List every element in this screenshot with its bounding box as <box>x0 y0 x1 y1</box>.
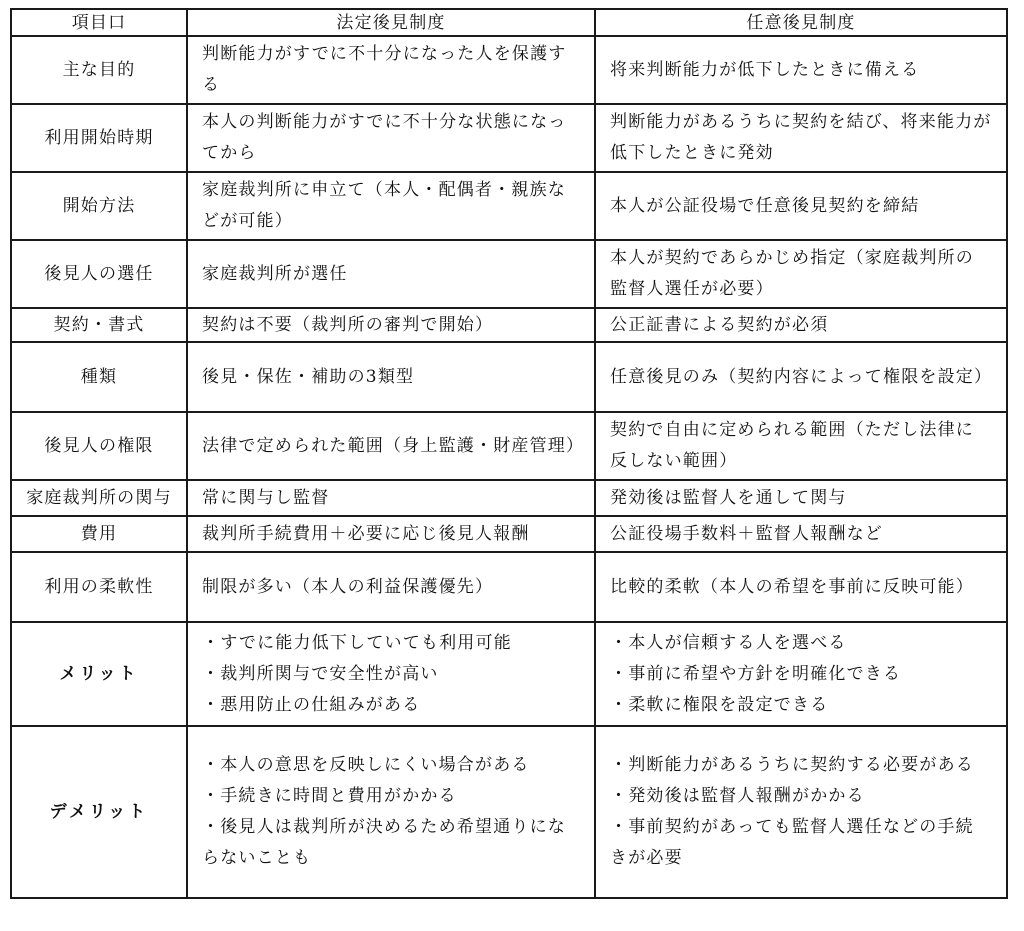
list-item: ・ 本人の意思を反映しにくい場合がある <box>202 750 580 781</box>
merit-label: メリット <box>11 622 187 726</box>
list-item: ・ 悪用防止の仕組みがある <box>202 690 580 721</box>
row-label: 後見人の選任 <box>11 240 187 308</box>
legal-cell: 制限が多い（本人の利益保護優先） <box>187 552 595 622</box>
list-item: ・ 後見人は裁判所が決めるため希望通りにならないことも <box>202 812 580 874</box>
demerit-label: デメリット <box>11 726 187 898</box>
list-item: ・ 手続きに時間と費用がかかる <box>202 781 580 812</box>
row-label: 家庭裁判所の関与 <box>11 480 187 516</box>
demerit-row <box>11 726 1007 898</box>
table-row <box>11 480 1007 516</box>
list-item: ・ 柔軟に権限を設定できる <box>610 690 992 721</box>
table-row <box>11 308 1007 342</box>
legal-cell: 家庭裁判所に申立て（本人・配偶者・親族などが可能） <box>187 172 595 240</box>
list-item: ・ 発効後は監督人報酬がかかる <box>610 781 992 812</box>
voluntary-cell: 公証役場手数料＋監督人報酬など <box>595 516 1007 552</box>
row-label: 開始方法 <box>11 172 187 240</box>
row-label: 主な目的 <box>11 36 187 104</box>
legal-cell: 本人の判断能力がすでに不十分な状態になってから <box>187 104 595 172</box>
legal-cell: 後見・保佐・補助の3類型 <box>187 342 595 412</box>
table-row <box>11 172 1007 240</box>
list-item: ・ すでに能力低下していても利用可能 <box>202 628 580 659</box>
list-item: ・ 裁判所関与で安全性が高い <box>202 659 580 690</box>
legal-demerits-list <box>202 750 580 874</box>
list-item: ・ 事前に希望や方針を明確化できる <box>610 659 992 690</box>
legal-cell: 法律で定められた範囲（身上監護・財産管理） <box>187 412 595 480</box>
merit-row <box>11 622 1007 726</box>
table-row <box>11 240 1007 308</box>
list-item: ・ 判断能力があるうちに契約する必要がある <box>610 750 992 781</box>
row-label: 種類 <box>11 342 187 412</box>
voluntary-cell: 公正証書による契約が必須 <box>595 308 1007 342</box>
header-legal-guardianship: 法定後見制度 <box>187 9 595 36</box>
voluntary-demerits-list <box>610 750 992 874</box>
list-item: ・ 事前契約があっても監督人選任などの手続きが必要 <box>610 812 992 874</box>
list-item: ・ 本人が信頼する人を選べる <box>610 628 992 659</box>
legal-cell: 裁判所手続費用＋必要に応じ後見人報酬 <box>187 516 595 552</box>
table-row <box>11 342 1007 412</box>
header-voluntary-guardianship: 任意後見制度 <box>595 9 1007 36</box>
voluntary-cell: 本人が公証役場で任意後見契約を締結 <box>595 172 1007 240</box>
voluntary-cell: 将来判断能力が低下したときに備える <box>595 36 1007 104</box>
row-label: 費用 <box>11 516 187 552</box>
legal-cell: 契約は不要（裁判所の審判で開始） <box>187 308 595 342</box>
row-label: 後見人の権限 <box>11 412 187 480</box>
row-label: 利用開始時期 <box>11 104 187 172</box>
header-item: 項目口 <box>11 9 187 36</box>
voluntary-merits-cell <box>595 622 1007 726</box>
table-row <box>11 104 1007 172</box>
legal-cell: 常に関与し監督 <box>187 480 595 516</box>
row-label: 契約・書式 <box>11 308 187 342</box>
table-row <box>11 552 1007 622</box>
voluntary-cell: 発効後は監督人を通して関与 <box>595 480 1007 516</box>
voluntary-cell: 本人が契約であらかじめ指定（家庭裁判所の監督人選任が必要） <box>595 240 1007 308</box>
legal-cell: 家庭裁判所が選任 <box>187 240 595 308</box>
voluntary-cell: 比較的柔軟（本人の希望を事前に反映可能） <box>595 552 1007 622</box>
table-row <box>11 412 1007 480</box>
guardianship-comparison-table <box>10 8 1008 899</box>
voluntary-merits-list <box>610 628 992 721</box>
row-label: 利用の柔軟性 <box>11 552 187 622</box>
voluntary-cell: 契約で自由に定められる範囲（ただし法律に反しない範囲） <box>595 412 1007 480</box>
legal-cell: 判断能力がすでに不十分になった人を保護する <box>187 36 595 104</box>
legal-demerits-cell <box>187 726 595 898</box>
voluntary-cell: 判断能力があるうちに契約を結び、将来能力が低下したときに発効 <box>595 104 1007 172</box>
legal-merits-list <box>202 628 580 721</box>
legal-merits-cell <box>187 622 595 726</box>
voluntary-cell: 任意後見のみ（契約内容によって権限を設定） <box>595 342 1007 412</box>
table-row <box>11 516 1007 552</box>
header-row <box>11 9 1007 36</box>
voluntary-demerits-cell <box>595 726 1007 898</box>
table-row <box>11 36 1007 104</box>
